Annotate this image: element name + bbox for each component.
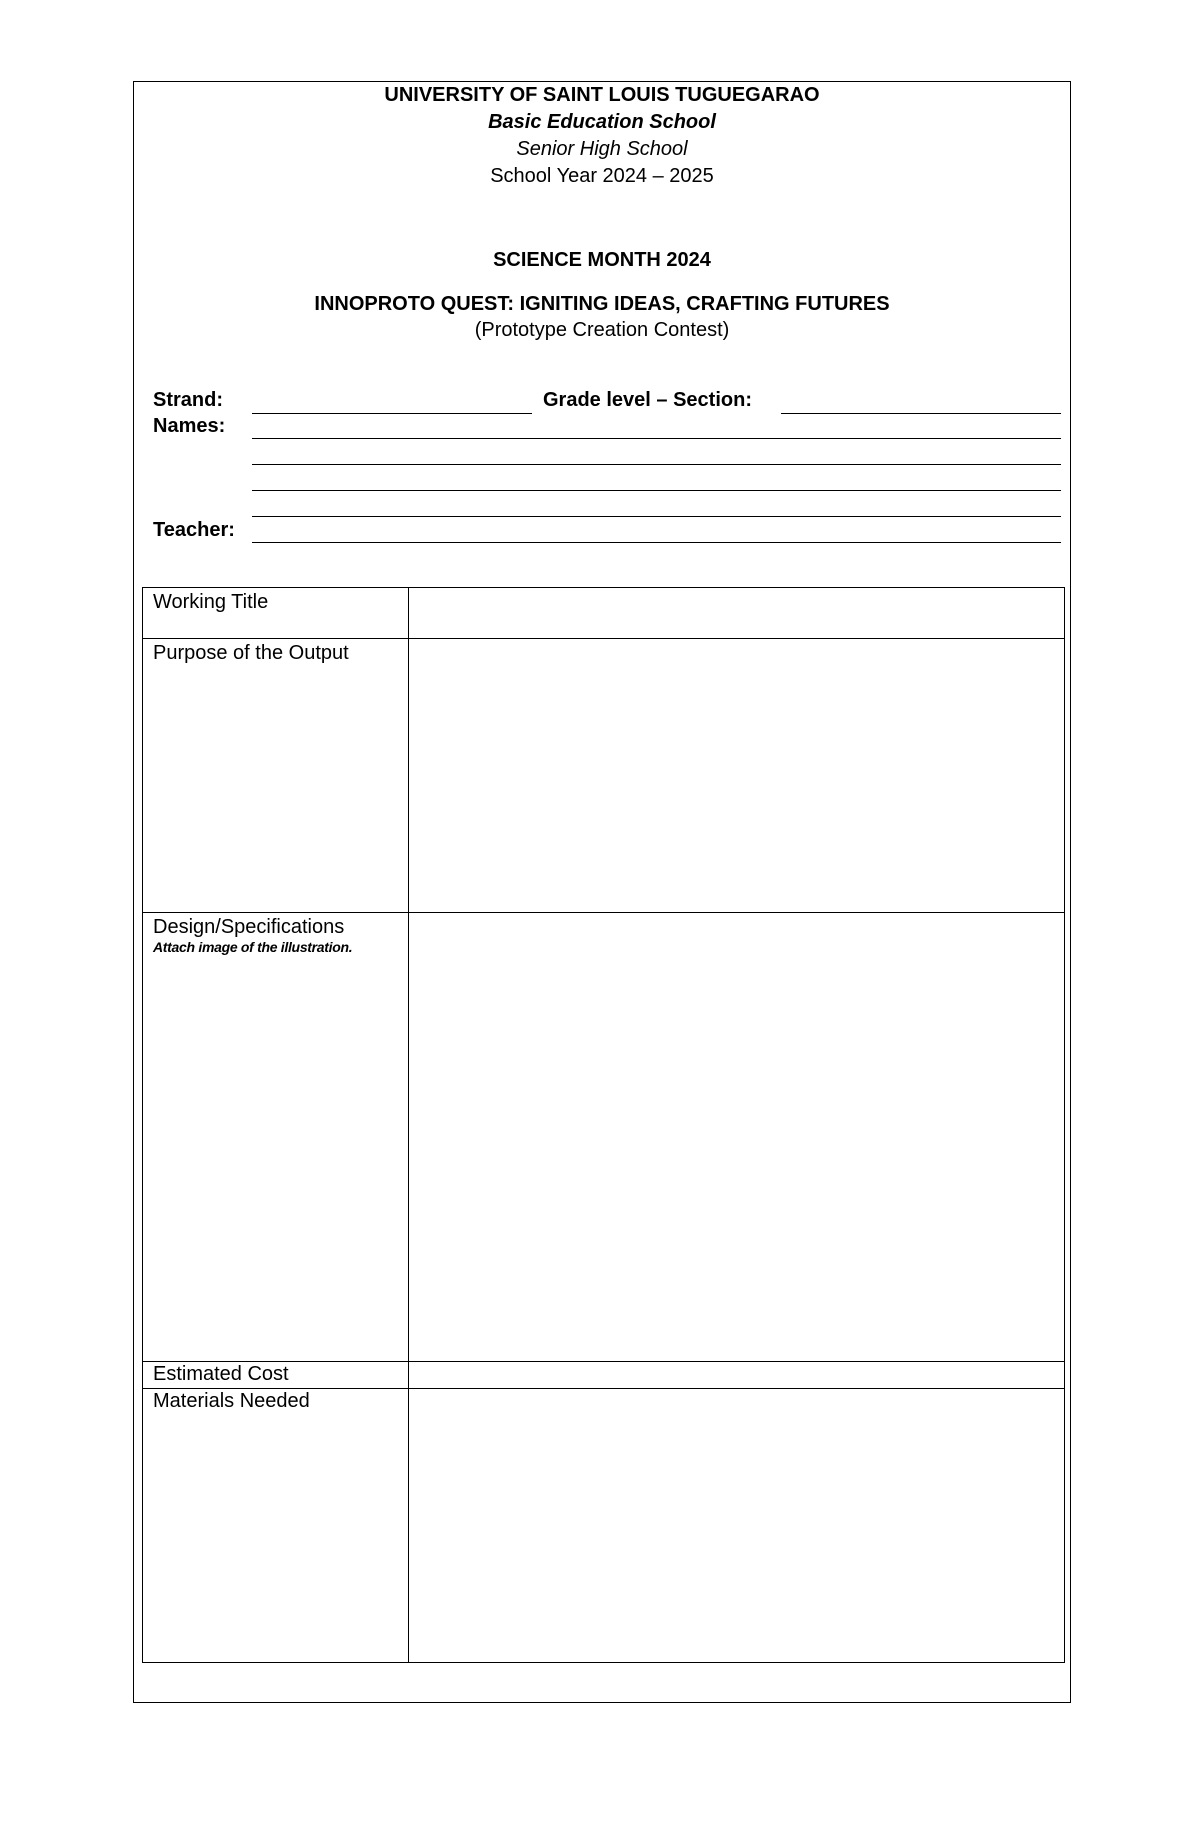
design-label: Design/Specifications Attach image of the illustration.	[143, 913, 409, 1362]
department-name: Senior High School	[516, 138, 688, 160]
teacher-field[interactable]	[252, 542, 1061, 543]
row-estimated-cost	[143, 1362, 1065, 1389]
estimated-cost-input[interactable]	[409, 1362, 1065, 1389]
estimated-cost-label: Estimated Cost	[143, 1362, 409, 1389]
row-working-title	[143, 588, 1065, 639]
school-name: Basic Education School	[488, 111, 716, 133]
teacher-label: Teacher:	[153, 519, 235, 541]
row-materials	[143, 1389, 1065, 1663]
materials-label: Materials Needed	[143, 1389, 409, 1663]
grade-section-field[interactable]	[781, 413, 1061, 414]
materials-input[interactable]	[409, 1389, 1065, 1663]
names-field-1[interactable]	[252, 438, 1061, 439]
event-title: SCIENCE MONTH 2024	[493, 249, 711, 271]
contest-subtitle: (Prototype Creation Contest)	[474, 319, 730, 341]
names-field-4[interactable]	[252, 516, 1061, 517]
university-name: UNIVERSITY OF SAINT LOUIS TUGUEGARAO	[384, 84, 820, 106]
school-year: School Year 2024 – 2025	[490, 165, 714, 187]
row-design	[143, 913, 1065, 1362]
design-note: Attach image of the illustration.	[153, 939, 353, 955]
working-title-input[interactable]	[409, 588, 1065, 639]
row-purpose	[143, 639, 1065, 913]
purpose-input[interactable]	[409, 639, 1065, 913]
names-field-2[interactable]	[252, 464, 1061, 465]
names-field-3[interactable]	[252, 490, 1061, 491]
strand-field[interactable]	[252, 413, 532, 414]
contest-title: INNOPROTO QUEST: IGNITING IDEAS, CRAFTING FUTURES	[314, 293, 890, 315]
strand-label: Strand:	[153, 389, 223, 411]
working-title-label: Working Title	[143, 588, 409, 639]
purpose-label: Purpose of the Output	[143, 639, 409, 913]
grade-section-label: Grade level – Section:	[543, 389, 752, 411]
names-label: Names:	[153, 415, 226, 437]
design-input[interactable]	[409, 913, 1065, 1362]
proposal-table	[142, 587, 1065, 1663]
